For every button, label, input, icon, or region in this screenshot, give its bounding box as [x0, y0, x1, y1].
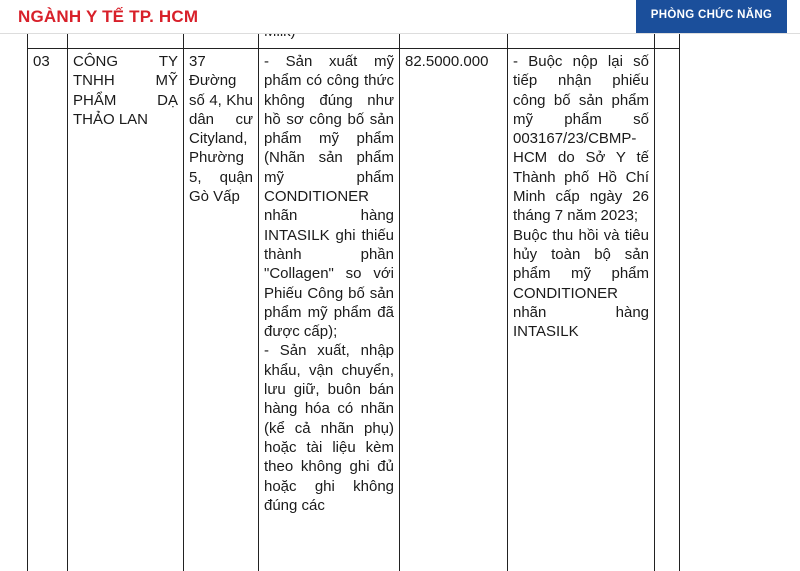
- violations-table: [27, 18, 680, 571]
- remedy-cell: [508, 49, 655, 571]
- company-name: CÔNG TY TNHH MỸ PHẨM DẠ THẢO LAN: [73, 53, 178, 128]
- fine-amount: 82.5000.000: [405, 53, 489, 70]
- violation-cell: [259, 49, 400, 571]
- remedy-text-2: Buộc thu hồi và tiêu hủy toàn bộ sản phẩm mỹ phẩm CONDITIONER nhãn hàng INTASILK: [513, 226, 649, 341]
- site-header: [0, 0, 800, 34]
- site-title[interactable]: NGÀNH Y TẾ TP. HCM: [18, 7, 199, 26]
- violation-text-2: - Sản xuất, nhập khẩu, vận chuyển, lưu giữ, buôn bán hàng hóa có nhãn (kể cả nhãn phụ) hoặc tài liệu kèm theo không ghi đủ hoặc ghi không đúng các: [264, 342, 394, 514]
- company-cell: [68, 49, 184, 571]
- company-address: 37 Đường số 4, Khu dân cư Cityland, Phường 5, quận Gò Vấp: [189, 53, 253, 206]
- remedy-text-1: - Buộc nộp lại số tiếp nhận phiếu công bố sản phẩm mỹ phẩm số 003167/23/CBMP-HCM do Sở Y tế Thành phố Hồ Chí Minh cấp ngày 26 tháng 7 năm 2023;: [513, 53, 649, 225]
- violation-text-1: - Sản xuất mỹ phẩm có công thức không đúng như hồ sơ công bố sản phẩm mỹ phẩm (Nhãn sản phẩm mỹ phẩm CONDITIONER nhãn hàng INTASILK ghi thiếu thành phần "Collagen" so với Phiếu Công bố sản phẩm mỹ phẩm đã được cấp);: [264, 53, 394, 341]
- row-number: 03: [33, 53, 50, 70]
- table-row: [28, 49, 680, 571]
- fine-cell: [400, 49, 508, 571]
- address-cell: [184, 49, 259, 571]
- table-cell: [655, 49, 680, 571]
- row-number-cell: [28, 49, 68, 571]
- department-menu-button[interactable]: PHÒNG CHỨC NĂNG: [636, 0, 787, 33]
